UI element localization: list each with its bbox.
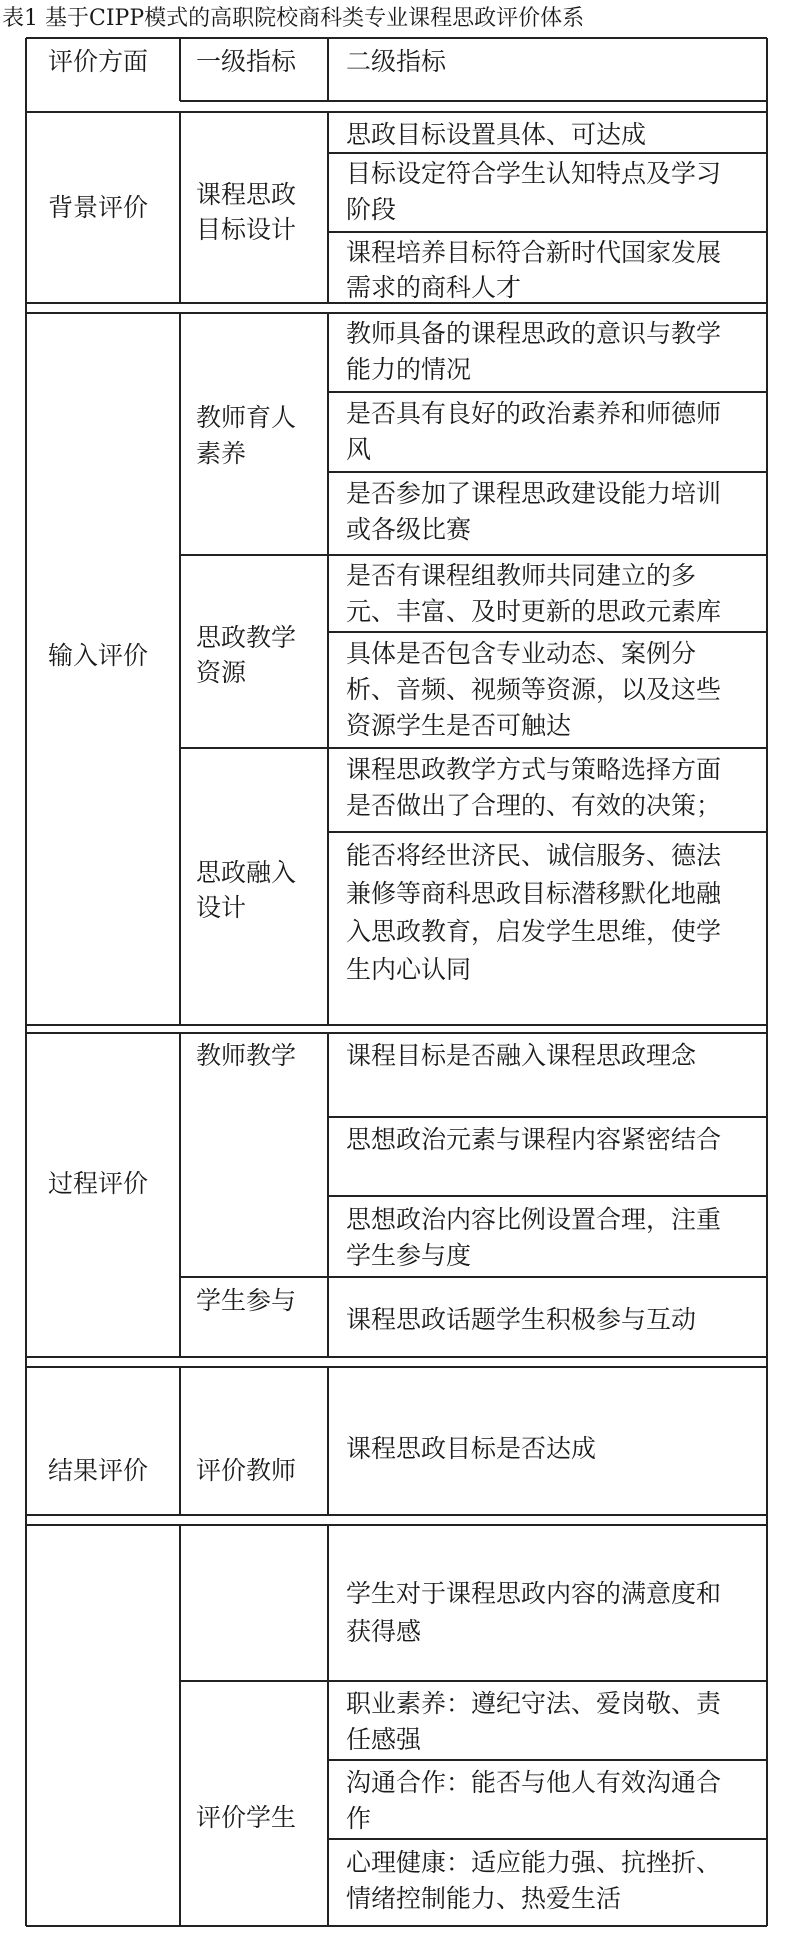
level1-integration-design: 思政融入: [196, 858, 297, 887]
level2-item: 教师具备的课程思政的意识与教学: [346, 319, 722, 348]
level2-item: 需求的商科人才: [346, 273, 522, 302]
level1-student-participation: 学生参与: [196, 1286, 297, 1315]
level2-item: 课程培养目标符合新时代国家发展: [346, 238, 722, 267]
level1-teacher-quality: 教师育人: [196, 403, 297, 432]
level1-evaluate-teacher: 评价教师: [196, 1456, 297, 1485]
header-level2: 二级指标: [346, 47, 447, 76]
table-title: 表1 基于CIPP模式的高职院校商科类专业课程思政评价体系: [2, 6, 585, 31]
level2-item: 兼修等商科思政目标潜移默化地融: [346, 879, 722, 908]
level2-item: 是否有课程组教师共同建立的多: [346, 561, 697, 590]
level1-teacher-teaching: 教师教学: [196, 1041, 297, 1070]
level2-item: 沟通合作：能否与他人有效沟通合: [346, 1768, 722, 1797]
aspect-background: 背景评价: [48, 193, 149, 222]
level2-item: 元、丰富、及时更新的思政元素库: [346, 597, 722, 626]
level2-item: 入思政教育，启发学生思维，使学: [346, 917, 722, 946]
level2-item: 目标设定符合学生认知特点及学习: [346, 159, 722, 188]
level2-item: 情绪控制能力、热爱生活: [346, 1884, 622, 1913]
level2-item: 思政目标设置具体、可达成: [346, 120, 647, 149]
level2-item: 或各级比赛: [346, 515, 472, 544]
level2-item: 思想政治元素与课程内容紧密结合: [346, 1125, 722, 1154]
level2-item: 是否做出了合理的、有效的决策；: [346, 791, 722, 820]
level2-item: 课程思政教学方式与策略选择方面: [346, 755, 722, 784]
level2-item: 生内心认同: [346, 955, 472, 984]
level2-item: 资源学生是否可触达: [346, 711, 572, 740]
level2-item: 学生参与度: [346, 1241, 472, 1270]
level2-item: 能力的情况: [346, 355, 472, 384]
level2-item: 学生对于课程思政内容的满意度和: [346, 1579, 722, 1608]
level2-item: 任感强: [346, 1725, 422, 1754]
header-level1: 一级指标: [196, 47, 297, 76]
level1-teacher-quality: 素养: [196, 439, 247, 468]
aspect-input: 输入评价: [48, 641, 149, 670]
level2-item: 析、音频、视频等资源，以及这些: [346, 675, 722, 704]
level1-teaching-resources: 思政教学: [196, 623, 297, 652]
level2-item: 作: [346, 1804, 372, 1833]
level2-item: 职业素养：遵纪守法、爱岗敬、责: [346, 1689, 722, 1718]
level2-item: 风: [346, 435, 372, 464]
aspect-result: 结果评价: [48, 1456, 149, 1485]
level2-item: 获得感: [346, 1617, 422, 1646]
level2-item: 是否具有良好的政治素养和师德师: [346, 399, 722, 428]
level1-integration-design: 设计: [196, 893, 247, 922]
level1-goal-design: 目标设计: [196, 215, 297, 244]
level2-item: 心理健康：适应能力强、抗挫折、: [346, 1848, 722, 1877]
level2-item: 能否将经世济民、诚信服务、德法: [346, 841, 722, 870]
header-aspect: 评价方面: [48, 47, 149, 76]
level2-item: 课程思政目标是否达成: [346, 1434, 597, 1463]
level2-item: 阶段: [346, 195, 397, 224]
aspect-process: 过程评价: [48, 1169, 149, 1198]
level1-teaching-resources: 资源: [196, 658, 247, 687]
level2-item: 课程目标是否融入课程思政理念: [346, 1041, 697, 1070]
level2-item: 是否参加了课程思政建设能力培训: [346, 479, 722, 508]
level2-item: 课程思政话题学生积极参与互动: [346, 1305, 697, 1334]
level2-item: 具体是否包含专业动态、案例分: [346, 639, 697, 668]
level1-goal-design: 课程思政: [196, 180, 297, 209]
level1-evaluate-student: 评价学生: [196, 1803, 297, 1832]
level2-item: 思想政治内容比例设置合理，注重: [346, 1205, 722, 1234]
